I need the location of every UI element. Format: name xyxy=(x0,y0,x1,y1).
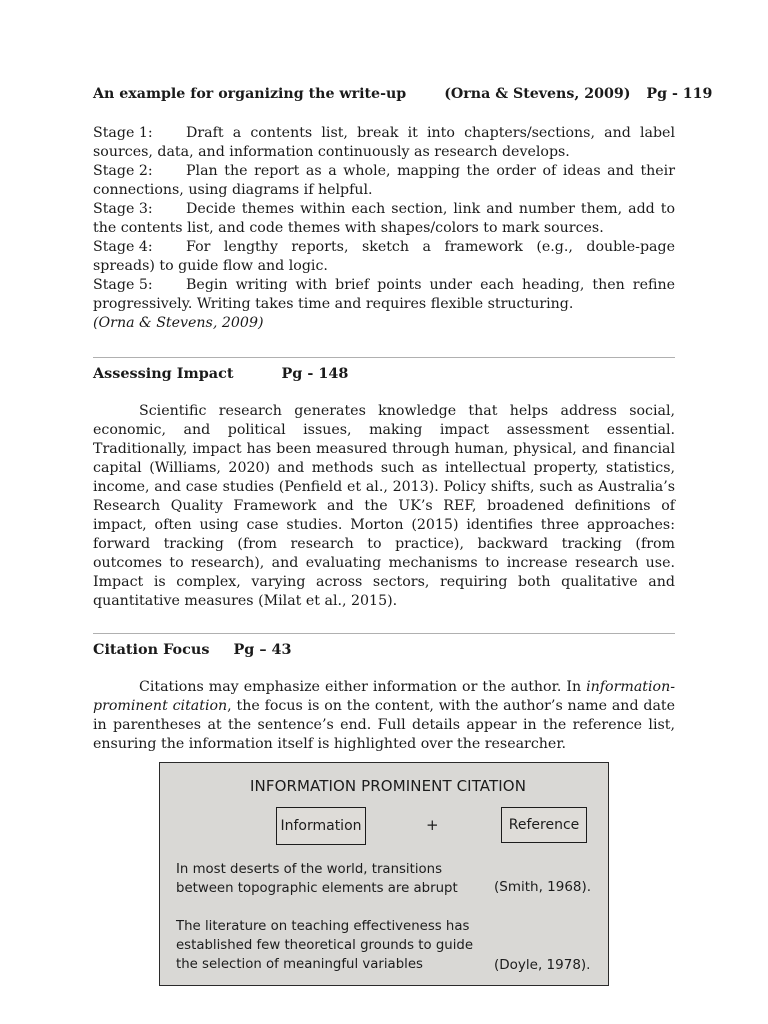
impact-page: Pg - 148 xyxy=(281,365,349,382)
impact-title: Assessing Impact xyxy=(93,365,234,382)
example-line: established few theoretical grounds to guide xyxy=(176,938,474,953)
document-page xyxy=(93,84,713,754)
stage-label: Stage 2: xyxy=(93,163,153,179)
section-divider xyxy=(93,357,675,358)
paragraph-text: Citations may emphasize either information or the author. In xyxy=(139,679,587,695)
stage-label: Stage 4: xyxy=(93,239,153,255)
stages-list xyxy=(93,124,675,333)
example-reference: (Smith, 1968). xyxy=(494,879,592,895)
example-line: In most deserts of the world, transitions xyxy=(176,862,443,877)
stage-label: Stage 5: xyxy=(93,277,153,293)
stage-text: Plan the report as a whole, mapping the order of ideas and their connections, using diagrams if helpful. xyxy=(93,163,675,198)
stage-item xyxy=(93,162,675,200)
citation-focus-paragraph xyxy=(93,678,675,754)
impact-paragraph: Scientific research generates knowledge that helps address social, economic, and political issues, making impact assessment essential. Traditionally, impact has been measured through human, physical, and financial capital (Williams, 2020) and methods such as intellectual property, statistics, income, and case studies (Penfield et al., 2013). Policy shifts, such as Australia’s Research Quality Framework and the UK’s REF, broadened definitions of impact, often using case studies. Morton (2015) identifies three approaches: forward tracking (from research to practice), backward tracking (from outcomes to research), and evaluating mechanisms to increase research use. Impact is complex, varying across sectors, requiring both qualitative and quantitative measures (Milat et al., 2015). xyxy=(93,403,675,609)
plus-sign: + xyxy=(426,816,439,834)
stage-text: Begin writing with brief points under each heading, then refine progressively. Writing takes time and requires flexible structuring. xyxy=(93,277,675,312)
impact-heading xyxy=(93,364,675,384)
organizing-source: (Orna & Stevens, 2009) xyxy=(444,86,631,102)
figure-title: INFORMATION PROMINENT CITATION xyxy=(250,777,527,795)
organizing-page: Pg - 119 xyxy=(646,86,713,102)
example-text xyxy=(176,917,473,974)
stage-item xyxy=(93,200,675,238)
citation-figure xyxy=(159,762,609,986)
example-line: The literature on teaching effectiveness has xyxy=(176,919,470,934)
example-line: between topographic elements are abrupt xyxy=(176,881,458,896)
stages-citation: (Orna & Stevens, 2009) xyxy=(93,315,264,331)
section-divider xyxy=(93,633,675,634)
stage-item xyxy=(93,124,675,162)
stage-text: Decide themes within each section, link and number them, add to the contents list, and code themes with shapes/colors to mark sources. xyxy=(93,201,675,236)
citation-focus-page: Pg – 43 xyxy=(233,641,292,658)
paragraph-emphasis: information-prominent citation xyxy=(93,679,675,714)
stage-label: Stage 1: xyxy=(93,125,153,141)
organizing-title: An example for organizing the write-up xyxy=(93,86,407,102)
citation-focus-heading xyxy=(93,640,675,660)
information-box: Information xyxy=(276,807,366,845)
stage-item xyxy=(93,276,675,314)
stage-item xyxy=(93,238,675,276)
reference-box: Reference xyxy=(501,807,587,843)
stage-text: Draft a contents list, break it into chapters/sections, and label sources, data, and information continuously as research develops. xyxy=(93,125,675,160)
stage-text: For lengthy reports, sketch a framework (e.g., double-page spreads) to guide flow and logic. xyxy=(93,239,675,274)
example-text xyxy=(176,860,458,898)
example-reference: (Doyle, 1978). xyxy=(494,957,591,973)
example-line: the selection of meaningful variables xyxy=(176,957,423,972)
organizing-heading xyxy=(93,84,713,104)
paragraph-text: , the focus is on the content, with the author’s name and date in parentheses at the sentence’s end. Full details appear in the reference list, ensuring the information itself is highlighted over the researcher. xyxy=(93,698,675,752)
stage-label: Stage 3: xyxy=(93,201,153,217)
citation-focus-title: Citation Focus xyxy=(93,641,210,658)
